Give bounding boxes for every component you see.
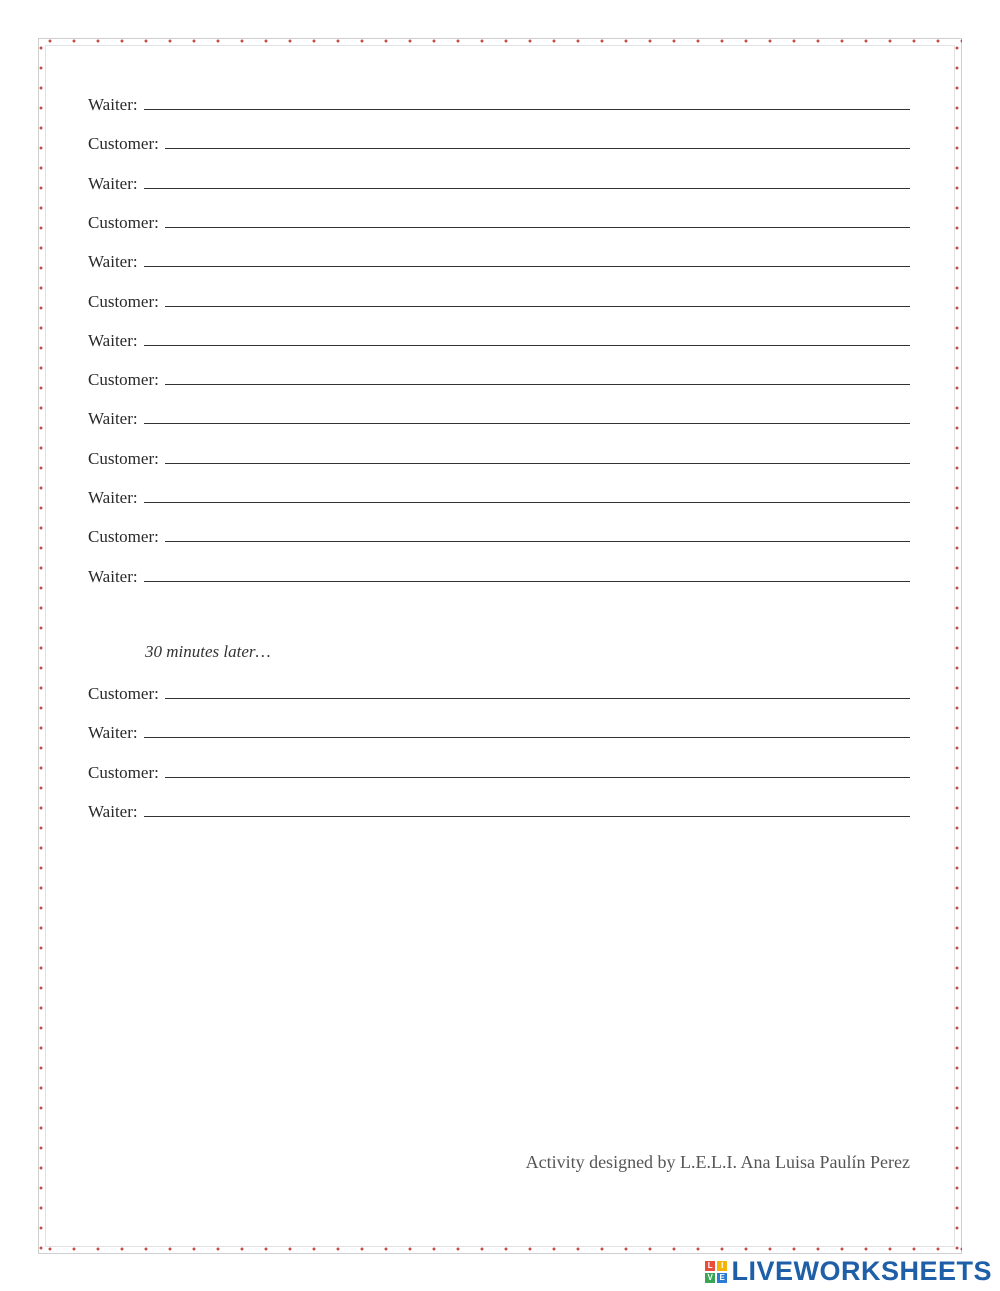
answer-blank[interactable] xyxy=(144,815,910,817)
speaker-label: Customer: xyxy=(88,134,159,154)
answer-blank[interactable] xyxy=(165,540,910,542)
dialogue-line xyxy=(88,680,910,702)
dialogue-line xyxy=(88,288,910,310)
speaker-label: Waiter: xyxy=(88,409,138,429)
answer-blank[interactable] xyxy=(144,736,910,738)
logo-letter: I xyxy=(717,1261,727,1271)
author-credit: Activity designed by L.E.L.I. Ana Luisa Paulín Perez xyxy=(525,1152,910,1172)
brand-name: LIVEWORKSHEETS xyxy=(731,1256,992,1286)
speaker-label: Waiter: xyxy=(88,566,138,586)
dialogue-line xyxy=(88,759,910,781)
answer-blank[interactable] xyxy=(165,305,910,307)
liveworksheets-logo-icon xyxy=(705,1261,727,1283)
speaker-label: Customer: xyxy=(88,212,159,232)
speaker-label: Waiter: xyxy=(88,252,138,272)
answer-blank[interactable] xyxy=(165,776,910,778)
dialogue-line xyxy=(88,445,910,467)
dialogue-line xyxy=(88,798,910,820)
answer-blank[interactable] xyxy=(165,147,910,149)
speaker-label: Waiter: xyxy=(88,330,138,350)
speaker-label: Customer: xyxy=(88,448,159,468)
speaker-label: Waiter: xyxy=(88,723,138,743)
speaker-label: Customer: xyxy=(88,370,159,390)
speaker-label: Customer: xyxy=(88,762,159,782)
dialogue-line xyxy=(88,719,910,741)
answer-blank[interactable] xyxy=(144,501,910,503)
answer-blank[interactable] xyxy=(144,344,910,346)
logo-letter: E xyxy=(717,1273,727,1283)
speaker-label: Waiter: xyxy=(88,801,138,821)
answer-blank[interactable] xyxy=(165,226,910,228)
answer-blank[interactable] xyxy=(144,265,910,267)
dialogue-line xyxy=(88,327,910,349)
dialogue-line xyxy=(88,563,910,585)
answer-blank[interactable] xyxy=(144,580,910,582)
speaker-label: Waiter: xyxy=(88,95,138,114)
logo-letter: L xyxy=(705,1261,715,1271)
dialogue-line xyxy=(88,130,910,152)
speaker-label: Customer: xyxy=(88,684,159,703)
dialogue-line xyxy=(88,484,910,506)
dialogue-line xyxy=(88,209,910,231)
speaker-label: Waiter: xyxy=(88,173,138,193)
speaker-label: Customer: xyxy=(88,291,159,311)
speaker-label: Customer: xyxy=(88,527,159,547)
answer-blank[interactable] xyxy=(144,422,910,424)
dialogue-line xyxy=(88,523,910,545)
liveworksheets-brand[interactable] xyxy=(705,1256,992,1287)
answer-blank[interactable] xyxy=(165,462,910,464)
answer-blank[interactable] xyxy=(165,383,910,385)
dialogue-line xyxy=(88,170,910,192)
logo-letter: V xyxy=(705,1273,715,1283)
speaker-label: Waiter: xyxy=(88,488,138,507)
answer-blank[interactable] xyxy=(165,697,910,699)
dialogue-line xyxy=(88,91,910,113)
dialogue-line xyxy=(88,248,910,270)
answer-blank[interactable] xyxy=(144,108,910,110)
answer-blank[interactable] xyxy=(144,187,910,189)
time-note: 30 minutes later… xyxy=(145,642,271,661)
dialogue-line xyxy=(88,366,910,388)
dialogue-line xyxy=(88,405,910,427)
